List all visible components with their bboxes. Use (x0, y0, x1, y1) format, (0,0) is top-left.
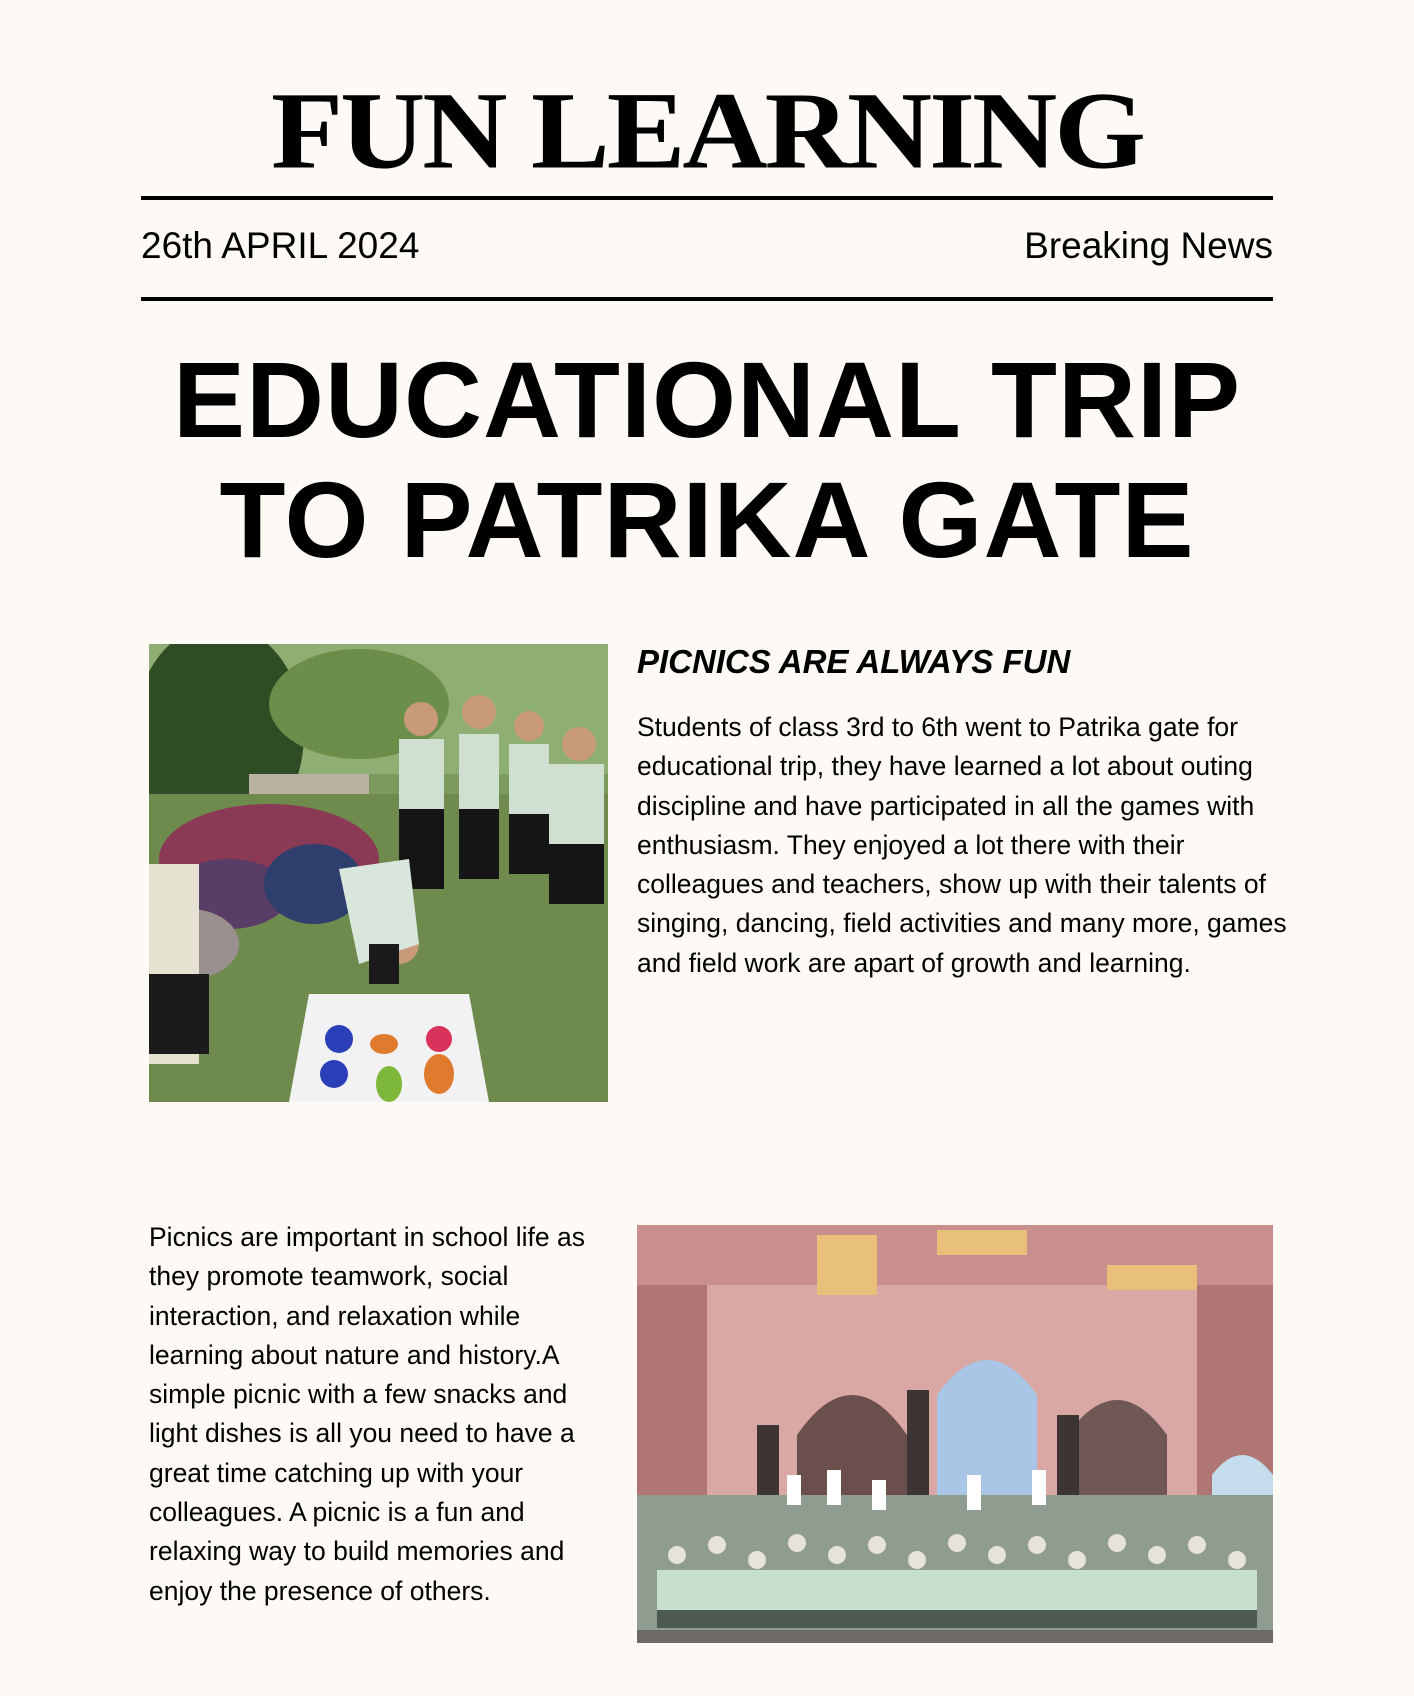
students-game-photo (149, 644, 608, 1102)
story-body-1 (637, 708, 1287, 983)
story-body-1-text: Students of class 3rd to 6th went to Patrika gate for educational trip, they have learned a lot about outing discipline and have participated in all the games with enthusiasm. They enjoyed a lot there with their colleagues and teachers, show up with their talents of singing, dancing, field activities and many more, games and field work are apart of growth and learning. (637, 712, 1287, 978)
issue-date: 26th APRIL 2024 (141, 225, 420, 266)
masthead-title: FUN LEARNING (271, 69, 1143, 192)
main-headline (100, 340, 1314, 580)
story-subhead: PICNICS ARE ALWAYS FUN (637, 643, 1071, 680)
masthead-top-rule (141, 196, 1273, 200)
section-label: Breaking News (1024, 225, 1273, 266)
headline-line-1: EDUCATIONAL TRIP (173, 339, 1241, 460)
masthead-bottom-rule (141, 297, 1273, 301)
patrika-gate-group-photo (637, 1225, 1273, 1643)
headline-line-2: TO PATRIKA GATE (219, 459, 1195, 580)
story-body-2-text: Picnics are important in school life as they promote teamwork, social interaction, and relaxation while learning about nature and history.A simple picnic with a few snacks and light dishes is all you need to have a great time catching up with your colleagues. A picnic is a fun and relaxing way to build memories and enjoy the presence of others. (149, 1222, 585, 1606)
story-body-2 (149, 1218, 619, 1611)
